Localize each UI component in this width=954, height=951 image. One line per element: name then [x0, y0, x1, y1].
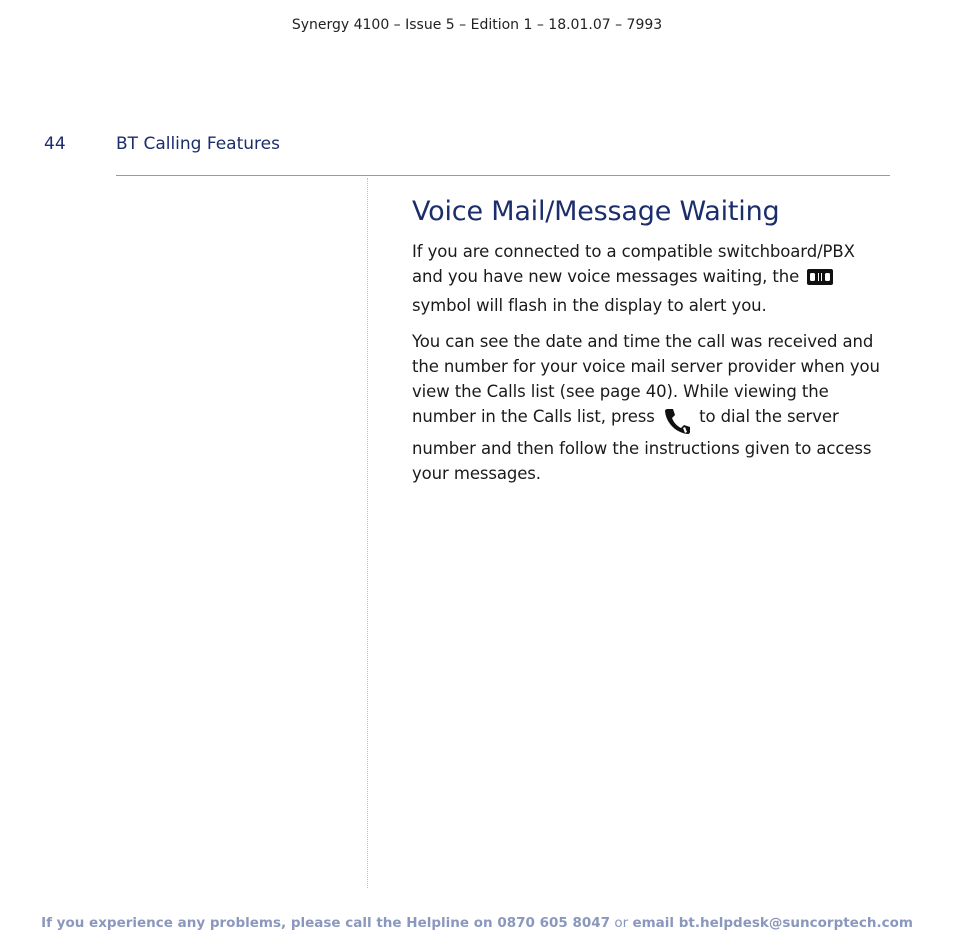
- column-divider: [367, 178, 368, 888]
- voicemail-icon: [806, 268, 834, 293]
- footer-helpline: [0, 915, 954, 931]
- phone-talk-icon: [662, 406, 692, 436]
- paragraph-calls-list: [412, 329, 890, 486]
- paragraph-text: to dial the server number and then follow the instructions given to access your messages.: [412, 407, 872, 483]
- helpline-text: If you experience any problems, please call the Helpline on 0870 605 8047: [41, 915, 611, 931]
- paragraph-message-waiting: [412, 239, 890, 318]
- document-meta: Synergy 4100 – Issue 5 – Edition 1 – 18.01.07 – 7993: [291, 17, 663, 33]
- page-number: 44: [44, 134, 66, 154]
- helpdesk-email: email bt.helpdesk@suncorptech.com: [632, 915, 913, 931]
- footer-or: or: [614, 915, 629, 931]
- header-divider: [116, 175, 890, 176]
- paragraph-text: symbol will flash in the display to alert you.: [412, 296, 767, 315]
- page-title: Voice Mail/Message Waiting: [412, 196, 780, 227]
- main-content: [412, 196, 890, 497]
- paragraph-text: If you are connected to a compatible switchboard/PBX and you have new voice messages waiting, the: [412, 242, 855, 286]
- section-title: BT Calling Features: [116, 134, 280, 154]
- paragraph-text: You can see the date and time the call was received and the number for your voice mail server provider when you view the Calls list (see page 40). While viewing the number in the Calls list, press: [412, 332, 880, 426]
